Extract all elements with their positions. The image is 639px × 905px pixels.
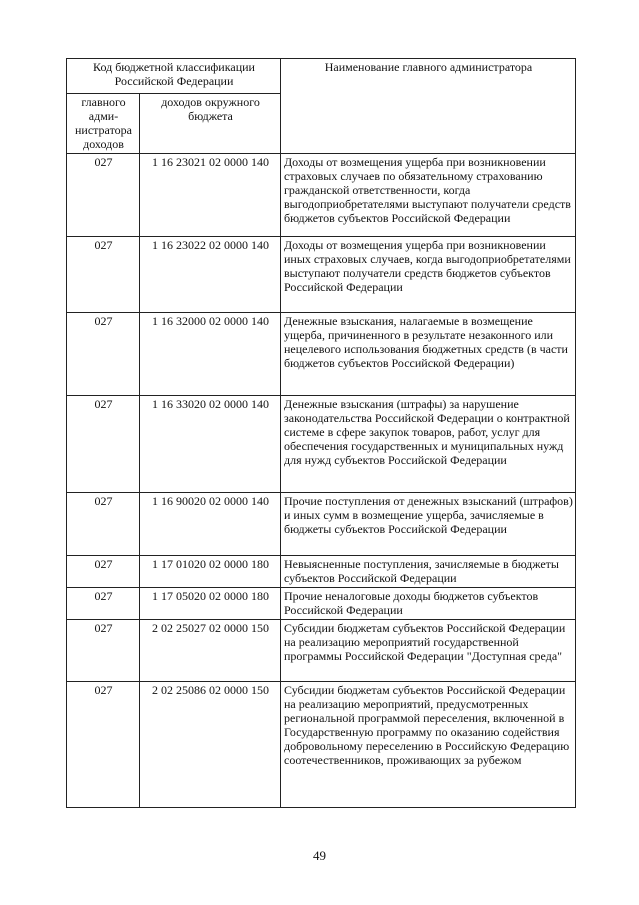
administrator-name-cell: Денежные взыскания, налагаемые в возмещение ущерба, причиненного в результате незаконного или нецелевого использования бюджетных средств (в части бюджетов субъектов Российской Федерации)	[281, 313, 576, 396]
budget-code-cell: 2 02 25086 02 0000 150	[140, 682, 281, 808]
admin-code-cell: 027	[67, 396, 140, 493]
table-row	[67, 493, 576, 556]
table-row	[67, 556, 576, 588]
administrator-name-cell: Субсидии бюджетам субъектов Российской Федерации на реализацию мероприятий, предусмотренных региональной программой переселения, включенной в Государственную программу по оказанию содействия добровольному переселению в Российскую Федерацию соотечественников, проживающих за рубежом	[281, 682, 576, 808]
budget-code-cell: 2 02 25027 02 0000 150	[140, 620, 281, 682]
table-row	[67, 396, 576, 493]
admin-code-cell: 027	[67, 682, 140, 808]
administrator-name-cell: Доходы от возмещения ущерба при возникновении страховых случаев по обязательному страхованию гражданской ответственности, когда выгодоприобретателями выступают получатели средств бюджетов субъектов Российской Федерации	[281, 154, 576, 237]
table-header	[67, 59, 576, 154]
table-row	[67, 620, 576, 682]
budget-code-cell: 1 16 23021 02 0000 140	[140, 154, 281, 237]
budget-code-cell: 1 16 23022 02 0000 140	[140, 237, 281, 313]
administrator-name-cell: Субсидии бюджетам субъектов Российской Федерации на реализацию мероприятий государственной программы Российской Федерации "Доступная среда"	[281, 620, 576, 682]
admin-code-cell: 027	[67, 313, 140, 396]
revenue-administrators-table	[66, 58, 576, 808]
header-budget-classification: Код бюджетной классификации Российской Федерации	[67, 59, 281, 94]
table-body	[67, 154, 576, 808]
header-main-administrator: главного адми- нистратора доходов	[67, 94, 140, 154]
administrator-name-cell: Прочие поступления от денежных взысканий (штрафов) и иных сумм в возмещение ущерба, зачисляемые в бюджеты субъектов Российской Федерации	[281, 493, 576, 556]
table-row	[67, 682, 576, 808]
header-administrator-name: Наименование главного администратора	[281, 59, 576, 154]
admin-code-cell: 027	[67, 237, 140, 313]
table-row	[67, 237, 576, 313]
budget-code-cell: 1 17 01020 02 0000 180	[140, 556, 281, 588]
admin-code-cell: 027	[67, 556, 140, 588]
administrator-name-cell: Прочие неналоговые доходы бюджетов субъектов Российской Федерации	[281, 588, 576, 620]
table-row	[67, 313, 576, 396]
budget-code-cell: 1 17 05020 02 0000 180	[140, 588, 281, 620]
administrator-name-cell: Доходы от возмещения ущерба при возникновении иных страховых случаев, когда выгодоприобретателями выступают получатели средств бюджетов субъектов Российской Федерации	[281, 237, 576, 313]
page-number: 49	[313, 848, 326, 863]
administrator-name-cell: Денежные взыскания (штрафы) за нарушение законодательства Российской Федерации о контрактной системе в сфере закупок товаров, работ, услуг для обеспечения государственных и муниципальных нужд для нужд субъектов Российской Федерации	[281, 396, 576, 493]
table-row	[67, 588, 576, 620]
budget-code-cell: 1 16 90020 02 0000 140	[140, 493, 281, 556]
admin-code-cell: 027	[67, 620, 140, 682]
table-row	[67, 154, 576, 237]
budget-code-cell: 1 16 33020 02 0000 140	[140, 396, 281, 493]
admin-code-cell: 027	[67, 493, 140, 556]
admin-code-cell: 027	[67, 588, 140, 620]
budget-code-cell: 1 16 32000 02 0000 140	[140, 313, 281, 396]
header-district-budget-revenue: доходов окружного бюджета	[140, 94, 281, 154]
admin-code-cell: 027	[67, 154, 140, 237]
administrator-name-cell: Невыясненные поступления, зачисляемые в бюджеты субъектов Российской Федерации	[281, 556, 576, 588]
